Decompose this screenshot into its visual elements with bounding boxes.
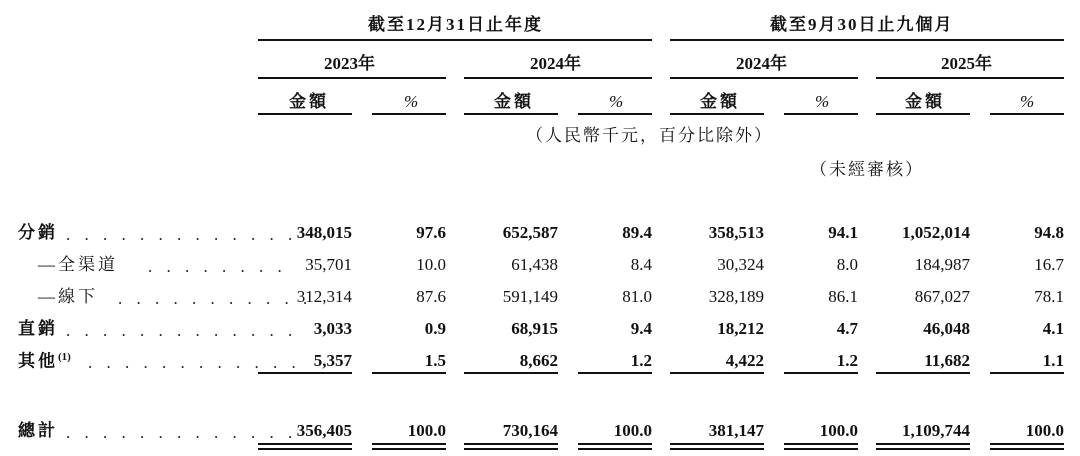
cell-distribution-pct-3: 94.1 <box>828 223 858 242</box>
subtotal-rule-a3 <box>670 372 764 374</box>
row-leader-dots: . . . . . . . . . . . . . <box>66 321 298 340</box>
cell-distribution-amount-2: 652,587 <box>502 223 558 242</box>
unaudited-note: （未經審核） <box>810 160 924 179</box>
pct-header-1: % <box>404 92 422 111</box>
cell-others-amount-1: 5,357 <box>313 351 352 370</box>
cell-others-pct-1: 1.5 <box>424 351 446 370</box>
row-label-others: 其他$^{(1)}$ <box>18 351 71 371</box>
unit-note: （人民幣千元，百分比除外） <box>526 126 773 145</box>
subtotal-rule-a2 <box>464 372 558 374</box>
total-double-rule <box>464 443 558 445</box>
cell-total-amount-3: 381,147 <box>708 421 764 440</box>
amount-header-2: 金額 <box>494 92 534 111</box>
cell-offline-pct-4: 78.1 <box>1034 287 1064 306</box>
subtotal-rule-p3 <box>784 372 858 374</box>
cell-direct-sales-amount-3: 18,212 <box>717 319 764 338</box>
row-leader-dots: . . . . . . . . . . . . . <box>66 423 298 442</box>
year-rule-2024-nine <box>670 77 858 79</box>
year-header-2023: 2023年 <box>324 54 375 73</box>
pct-header-4: % <box>1020 92 1038 111</box>
sub-rule-a2 <box>464 113 558 115</box>
row-label-distribution: 分銷 <box>18 223 58 242</box>
year-header-2025: 2025年 <box>941 54 992 73</box>
total-double-rule <box>372 443 446 445</box>
cell-others-pct-2: 1.2 <box>630 351 652 370</box>
cell-total-pct-2: 100.0 <box>613 421 652 440</box>
total-double-rule <box>670 443 764 445</box>
pct-header-2: % <box>609 92 627 111</box>
cell-offline-pct-2: 81.0 <box>622 287 652 306</box>
cell-direct-sales-pct-3: 4.7 <box>836 319 858 338</box>
subtotal-rule-p1 <box>372 372 446 374</box>
cell-omnichannel-pct-2: 8.4 <box>630 255 652 274</box>
cell-distribution-pct-2: 89.4 <box>622 223 652 242</box>
cell-total-pct-4: 100.0 <box>1025 421 1064 440</box>
footnote-marker: (1) <box>58 351 71 363</box>
row-label-direct-sales: 直銷 <box>18 319 58 338</box>
cell-offline-pct-1: 87.6 <box>416 287 446 306</box>
cell-direct-sales-amount-1: 3,033 <box>313 319 352 338</box>
nine-month-header: 截至9月30日止九個月 <box>770 15 954 34</box>
total-double-rule <box>784 448 858 450</box>
cell-others-pct-3: 1.2 <box>836 351 858 370</box>
nine-month-header-rule <box>670 39 1064 41</box>
amount-header-1: 金額 <box>289 92 329 111</box>
cell-total-amount-4: 1,109,744 <box>902 421 970 440</box>
cell-omnichannel-pct-4: 16.7 <box>1034 255 1064 274</box>
fy-header: 截至12月31日止年度 <box>368 15 543 34</box>
cell-offline-amount-1: 312,314 <box>296 287 352 306</box>
cell-distribution-pct-4: 94.8 <box>1034 223 1064 242</box>
total-double-rule <box>372 448 446 450</box>
sub-rule-a4 <box>876 113 970 115</box>
cell-omnichannel-amount-2: 61,438 <box>511 255 558 274</box>
row-leader-dots: . . . . . . . . . . . . . <box>66 225 298 244</box>
fy-header-rule <box>258 39 652 41</box>
row-leader-dots: . . . . . . . . . . . <box>118 289 313 308</box>
subtotal-rule-p2 <box>578 372 652 374</box>
cell-total-amount-1: 356,405 <box>296 421 352 440</box>
cell-omnichannel-amount-4: 184,987 <box>914 255 970 274</box>
pct-header-3: % <box>815 92 833 111</box>
total-double-rule <box>578 443 652 445</box>
row-label-omnichannel: —全渠道 <box>38 255 118 274</box>
cell-others-pct-4: 1.1 <box>1042 351 1064 370</box>
year-rule-2023 <box>258 77 446 79</box>
total-double-rule <box>464 448 558 450</box>
subtotal-rule-p4 <box>990 372 1064 374</box>
total-double-rule <box>784 443 858 445</box>
cell-others-amount-3: 4,422 <box>725 351 764 370</box>
cell-total-pct-1: 100.0 <box>407 421 446 440</box>
row-leader-dots: . . . . . . . . <box>148 257 287 276</box>
year-header-2024-fy: 2024年 <box>530 54 581 73</box>
cell-total-amount-2: 730,164 <box>502 421 558 440</box>
cell-direct-sales-amount-4: 46,048 <box>923 319 970 338</box>
row-leader-dots: . . . . . . . . . . . . <box>88 353 301 372</box>
amount-header-3: 金額 <box>700 92 740 111</box>
total-double-rule <box>990 443 1064 445</box>
sub-rule-p3 <box>784 113 858 115</box>
cell-others-amount-4: 11,682 <box>924 351 970 370</box>
amount-header-4: 金額 <box>905 92 945 111</box>
cell-omnichannel-pct-1: 10.0 <box>416 255 446 274</box>
cell-offline-amount-3: 328,189 <box>708 287 764 306</box>
cell-distribution-amount-4: 1,052,014 <box>902 223 970 242</box>
sub-rule-p1 <box>372 113 446 115</box>
cell-direct-sales-amount-2: 68,915 <box>511 319 558 338</box>
cell-offline-pct-3: 86.1 <box>828 287 858 306</box>
cell-direct-sales-pct-2: 9.4 <box>630 319 652 338</box>
sub-rule-a1 <box>258 113 352 115</box>
cell-omnichannel-amount-1: 35,701 <box>305 255 352 274</box>
cell-distribution-pct-1: 97.6 <box>416 223 446 242</box>
total-double-rule <box>670 448 764 450</box>
total-double-rule <box>578 448 652 450</box>
total-double-rule <box>876 443 970 445</box>
year-rule-2025 <box>876 77 1064 79</box>
sub-rule-p2 <box>578 113 652 115</box>
total-double-rule <box>258 443 352 445</box>
cell-omnichannel-pct-3: 8.0 <box>836 255 858 274</box>
cell-distribution-amount-1: 348,015 <box>296 223 352 242</box>
row-label-total: 總計 <box>18 421 58 440</box>
subtotal-rule-a4 <box>876 372 970 374</box>
cell-direct-sales-pct-1: 0.9 <box>424 319 446 338</box>
cell-direct-sales-pct-4: 4.1 <box>1042 319 1064 338</box>
total-double-rule <box>258 448 352 450</box>
sub-rule-p4 <box>990 113 1064 115</box>
row-label-offline: —線下 <box>38 287 98 306</box>
cell-others-amount-2: 8,662 <box>519 351 558 370</box>
year-header-2024-nine: 2024年 <box>736 54 787 73</box>
cell-offline-amount-2: 591,149 <box>502 287 558 306</box>
cell-omnichannel-amount-3: 30,324 <box>717 255 764 274</box>
sub-rule-a3 <box>670 113 764 115</box>
total-double-rule <box>876 448 970 450</box>
cell-distribution-amount-3: 358,513 <box>708 223 764 242</box>
cell-total-pct-3: 100.0 <box>819 421 858 440</box>
cell-offline-amount-4: 867,027 <box>914 287 970 306</box>
subtotal-rule-a1 <box>258 372 352 374</box>
year-rule-2024-fy <box>464 77 652 79</box>
total-double-rule <box>990 448 1064 450</box>
